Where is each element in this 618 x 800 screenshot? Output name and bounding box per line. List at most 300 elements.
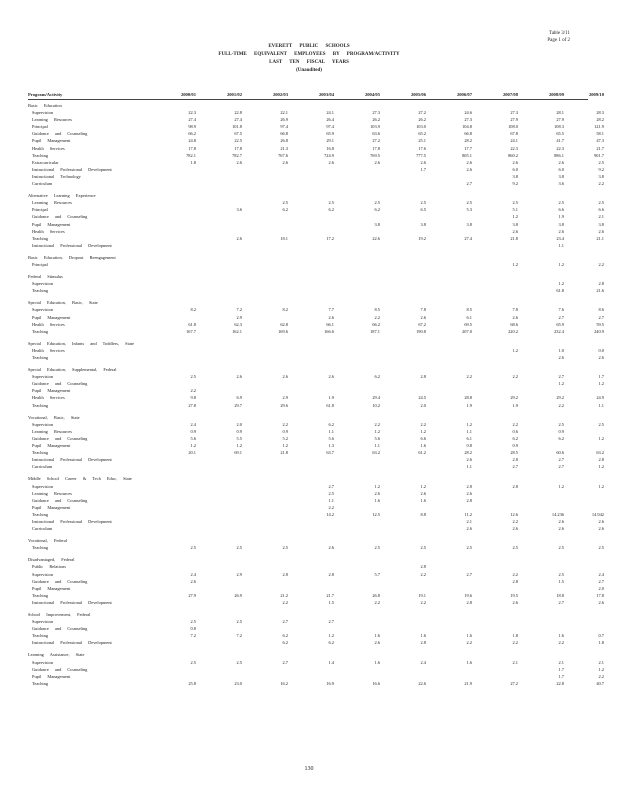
fte-value-cell: 1.2 <box>558 483 564 489</box>
fte-value-cell: 2.1 <box>598 214 604 220</box>
fte-value-cell: 2.5 <box>236 545 242 551</box>
fte-value-cell: 21.3 <box>280 145 288 151</box>
fte-value-cell: 2.8 <box>420 564 426 570</box>
fte-value-cell: 1.9 <box>558 214 564 220</box>
table-row <box>28 235 604 242</box>
fte-value-cell: 1.2 <box>598 464 604 470</box>
fte-value-cell: 2.7 <box>328 619 334 625</box>
activity-label: Pupil Management <box>32 673 71 679</box>
fte-value-cell: 65.9 <box>326 131 334 137</box>
fte-value-cell: 2.5 <box>282 545 288 551</box>
fte-value-cell: 2.2 <box>512 571 518 577</box>
fte-value-cell: 167.7 <box>186 328 196 334</box>
fte-value-cell: 3.8 <box>420 221 426 227</box>
fte-value-cell: 9.8 <box>190 395 196 401</box>
fte-value-cell: 6.2 <box>374 207 380 213</box>
fte-value-cell: 2.8 <box>466 599 472 605</box>
title-audit-status: (Unaudited) <box>296 68 322 73</box>
fte-value-cell: 2.6 <box>466 526 472 532</box>
table-row <box>28 394 604 401</box>
table-row <box>28 483 604 490</box>
fte-value-cell: 66.1 <box>326 321 334 327</box>
fte-value-cell: 2.7 <box>282 619 288 625</box>
fte-value-cell: 2.6 <box>420 159 426 165</box>
fte-value-cell: 1.2 <box>282 443 288 449</box>
fte-value-cell: 2.8 <box>420 640 426 646</box>
fte-value-cell: 1.2 <box>598 381 604 387</box>
fte-value-cell: 0.6 <box>512 428 518 434</box>
fte-value-cell: 6.5 <box>420 207 426 213</box>
fte-value-cell: 2.2 <box>598 181 604 187</box>
fte-value-cell: 2.5 <box>558 545 564 551</box>
fte-value-cell: 12.5 <box>372 511 380 517</box>
section-heading-row <box>28 254 588 261</box>
fte-value-cell: 0.9 <box>282 428 288 434</box>
fte-value-cell: 27.4 <box>464 235 472 241</box>
table-row <box>28 571 604 578</box>
fte-value-cell: 66.8 <box>280 131 288 137</box>
column-header-year: 2004/05 <box>364 92 380 97</box>
fte-value-cell: 22.8 <box>234 110 242 116</box>
fte-value-cell: 2.2 <box>466 640 472 646</box>
fte-value-cell: 1.7 <box>598 374 604 380</box>
fte-value-cell: 24.1 <box>326 110 334 116</box>
fte-value-cell: 27.2 <box>510 680 518 686</box>
fte-value-cell: 1.9 <box>328 395 334 401</box>
fte-value-cell: 2.6 <box>558 355 564 360</box>
fte-value-cell: 901.7 <box>594 152 604 158</box>
fte-value-cell: 2.6 <box>558 228 564 234</box>
fte-value-cell: 3.8 <box>558 221 564 227</box>
activity-label: Learning Resources <box>32 490 72 496</box>
fte-value-cell: 28.5 <box>510 450 518 456</box>
fte-value-cell: 2.1 <box>466 518 472 524</box>
fte-value-cell: 1.1 <box>466 464 472 470</box>
fte-value-cell: 1.1 <box>328 428 334 434</box>
fte-value-cell: 22.1 <box>280 110 288 116</box>
activity-label: Pupil Management <box>32 504 71 510</box>
table-row <box>28 347 604 354</box>
fte-value-cell: 8.8 <box>420 511 426 517</box>
section-heading-row <box>28 340 588 347</box>
fte-value-cell: 24.6 <box>464 110 472 116</box>
table-row <box>28 130 604 137</box>
fte-value-cell: 66.8 <box>464 131 472 137</box>
fte-value-cell: 5.1 <box>512 207 518 213</box>
column-header-year: 2008/09 <box>548 92 564 97</box>
fte-value-cell: 2.5 <box>598 159 604 165</box>
table-row <box>28 228 604 235</box>
fte-value-cell: 5.2 <box>282 435 288 441</box>
fte-value-cell: 2.2 <box>374 599 380 605</box>
activity-label: Guidance and Counseling <box>32 497 88 503</box>
fte-value-cell: 23.4 <box>556 235 564 241</box>
fte-value-cell: 1.2 <box>374 428 380 434</box>
fte-value-cell: 1.8 <box>598 640 604 646</box>
fte-value-cell: 22.3 <box>556 145 564 151</box>
fte-value-cell: 2.4 <box>190 571 196 577</box>
fte-value-cell: 27.9 <box>556 117 564 123</box>
fte-value-cell: 2.5 <box>190 374 196 380</box>
section-heading-row <box>28 102 588 109</box>
fte-value-cell: 1.7 <box>420 166 426 172</box>
fte-value-cell: 61.8 <box>326 402 334 408</box>
fte-value-cell: 1.2 <box>190 443 196 449</box>
table-row <box>28 618 588 625</box>
fte-value-cell: 2.1 <box>512 659 518 665</box>
fte-value-cell: 2.5 <box>374 200 380 206</box>
section-heading-row <box>28 651 588 658</box>
fte-value-cell: 63.2 <box>596 450 604 456</box>
fte-value-cell: 1.9 <box>512 402 518 408</box>
fte-table-body <box>28 102 604 687</box>
fte-value-cell: 26.2 <box>372 117 380 123</box>
fte-value-cell: 2.2 <box>190 388 196 394</box>
table-row <box>28 544 604 551</box>
fte-value-cell: 7.2 <box>236 633 242 639</box>
activity-label: Principal <box>32 124 48 130</box>
fte-value-cell: 17.8 <box>188 145 196 151</box>
table-row <box>28 497 588 504</box>
fte-value-cell: 2.5 <box>420 545 426 551</box>
fte-value-cell: 2.2 <box>420 421 426 427</box>
activity-label: Health Services <box>32 321 65 327</box>
fte-value-cell: 26.9 <box>280 117 288 123</box>
activity-label: Teaching <box>32 235 49 241</box>
table-number: Table 3/11 <box>549 31 570 36</box>
fte-value-cell: 2.2 <box>374 314 380 320</box>
column-header-year: 2003/04 <box>318 92 334 97</box>
fte-value-cell: 26.4 <box>326 117 334 123</box>
fte-value-cell: 1.2 <box>598 666 604 672</box>
fte-value-cell: 6.2 <box>512 435 518 441</box>
activity-label: Instructional Technology <box>32 173 81 179</box>
fte-value-cell: 2.6 <box>598 526 604 532</box>
fte-value-cell: 2.6 <box>466 490 472 496</box>
table-row <box>28 680 604 687</box>
activity-label: Health Services <box>32 228 65 234</box>
fte-value-cell: 3.8 <box>558 173 564 179</box>
fte-value-cell: 59.5 <box>596 321 604 327</box>
fte-value-cell: 1.1 <box>558 242 564 248</box>
fte-value-cell: 1.1 <box>328 497 334 503</box>
fte-value-cell: 2.2 <box>598 261 604 267</box>
fte-value-cell: 2.5 <box>466 545 472 551</box>
fte-value-cell: 1.6 <box>420 633 426 639</box>
table-row <box>28 387 588 394</box>
page-number: 130 <box>304 766 314 772</box>
activity-label: Principal <box>32 207 48 213</box>
activity-label: Pupil Management <box>32 388 71 394</box>
fte-value-cell: 2.6 <box>328 314 334 320</box>
fte-value-cell: 2.6 <box>374 490 380 496</box>
activity-label: Instructional Professional Development <box>32 518 112 524</box>
fte-value-cell: 1.4 <box>328 659 334 665</box>
fte-value-cell: 2.2 <box>374 421 380 427</box>
table-row <box>28 599 604 606</box>
title-subject: FULL-TIME EQUIVALENT EMPLOYEES BY PROGRAM/ACTIVITY <box>218 52 400 57</box>
section-heading-row <box>28 537 588 544</box>
fte-value-cell: 3.8 <box>598 173 604 179</box>
fte-value-cell: 8.5 <box>374 307 380 313</box>
fte-value-cell: 28.2 <box>464 138 472 144</box>
fte-value-cell: 6.1 <box>466 314 472 320</box>
section-heading-row <box>28 611 588 618</box>
fte-value-cell: 108.3 <box>554 124 564 130</box>
fte-value-cell: 2.8 <box>466 483 472 489</box>
table-row <box>28 137 604 144</box>
fte-value-cell: 26.8 <box>280 138 288 144</box>
activity-label: Supervision <box>32 110 53 116</box>
fte-value-cell: 2.6 <box>558 159 564 165</box>
section-heading-row <box>28 192 588 199</box>
fte-value-cell: 9.2 <box>512 181 518 187</box>
fte-value-cell: 2.5 <box>236 659 242 665</box>
table-row <box>28 380 604 387</box>
fte-value-cell: 97.4 <box>280 124 288 130</box>
fte-value-cell: 20.1 <box>188 450 196 456</box>
fte-value-cell: 22.3 <box>510 145 518 151</box>
fte-value-cell: 2.2 <box>598 673 604 679</box>
fte-value-cell: 2.6 <box>466 166 472 172</box>
fte-value-cell: 2.5 <box>512 200 518 206</box>
fte-value-cell: 6.2 <box>558 435 564 441</box>
fte-value-cell: 2.5 <box>282 200 288 206</box>
fte-value-cell: 1.6 <box>374 633 380 639</box>
fte-value-cell: 0.0 <box>598 347 604 353</box>
table-row <box>28 173 604 180</box>
table-row <box>28 287 604 294</box>
activity-label: Supervision <box>32 307 53 313</box>
fte-value-cell: 27.3 <box>510 110 518 116</box>
fte-value-cell: 8.5 <box>466 307 472 313</box>
fte-value-cell: 769.5 <box>370 152 380 158</box>
fte-value-cell: 28.2 <box>596 117 604 123</box>
fte-value-cell: 27.8 <box>188 402 196 408</box>
fte-value-cell: 27.2 <box>418 110 426 116</box>
fte-value-cell: 169.6 <box>278 328 288 334</box>
section-heading: Alternative Learning Experience <box>28 193 96 199</box>
fte-value-cell: 22.6 <box>418 680 426 686</box>
table-row <box>28 354 604 361</box>
fte-value-cell: 2.7 <box>466 571 472 577</box>
fte-value-cell: 207.0 <box>462 328 472 334</box>
fte-value-cell: 65.5 <box>556 131 564 137</box>
fte-value-cell: 24.5 <box>418 395 426 401</box>
fte-value-cell: 2.6 <box>512 314 518 320</box>
fte-value-cell: 65.9 <box>556 321 564 327</box>
fte-value-cell: 3.6 <box>558 181 564 187</box>
fte-value-cell: 190.8 <box>416 328 426 334</box>
fte-value-cell: 17.6 <box>418 145 426 151</box>
fte-value-cell: 0.9 <box>190 428 196 434</box>
fte-value-cell: 27.9 <box>188 592 196 598</box>
activity-label: Supervision <box>32 659 53 665</box>
page-of-pages: Page 1 of 2 <box>547 38 570 43</box>
activity-label: Health Services <box>32 395 65 401</box>
fte-value-cell: 1.2 <box>558 381 564 387</box>
table-row <box>28 632 604 639</box>
fte-value-cell: 1.5 <box>558 578 564 584</box>
activity-label: Supervision <box>32 374 53 380</box>
fte-value-cell: 2.6 <box>598 228 604 234</box>
activity-label: Instructional Professional Development <box>32 457 112 463</box>
header-divider <box>28 99 588 100</box>
fte-value-cell: 69.1 <box>234 450 242 456</box>
fte-value-cell: 2.9 <box>236 314 242 320</box>
table-row <box>28 109 604 116</box>
fte-value-cell: 7.2 <box>236 307 242 313</box>
fte-value-cell: 2.7 <box>558 374 564 380</box>
activity-label: Guidance and Counseling <box>32 626 88 632</box>
fte-value-cell: 8.2 <box>190 307 196 313</box>
section-heading-row <box>28 475 588 482</box>
table-row <box>28 221 604 228</box>
fte-value-cell: 2.5 <box>598 545 604 551</box>
table-row <box>28 199 604 206</box>
fte-value-cell: 1.6 <box>466 633 472 639</box>
fte-value-cell: 21.2 <box>280 592 288 598</box>
fte-value-cell: 6.1 <box>466 435 472 441</box>
fte-value-cell: 2.5 <box>466 200 472 206</box>
fte-value-cell: 2.8 <box>512 578 518 584</box>
fte-value-cell: 2.2 <box>558 640 564 646</box>
table-row <box>28 666 604 673</box>
fte-value-cell: 2.6 <box>512 159 518 165</box>
activity-label: Principal <box>32 261 48 267</box>
activity-label: Curriculum <box>32 526 53 532</box>
column-header-year: 2002/03 <box>272 92 288 97</box>
activity-label: Guidance and Counseling <box>32 666 88 672</box>
fte-value-cell: 25.8 <box>188 680 196 686</box>
fte-value-cell: 27.4 <box>234 117 242 123</box>
table-row <box>28 639 604 646</box>
column-header-year: 2005/06 <box>410 92 426 97</box>
fte-value-cell: 1.6 <box>374 659 380 665</box>
fte-value-cell: 1.2 <box>512 347 518 353</box>
fte-value-cell: 6.2 <box>328 207 334 213</box>
table-row <box>28 456 604 463</box>
fte-value-cell: 16.2 <box>280 680 288 686</box>
fte-value-cell: 29.2 <box>556 395 564 401</box>
fte-value-cell: 2.9 <box>282 395 288 401</box>
activity-label: Teaching <box>32 511 49 517</box>
fte-value-cell: 17.8 <box>234 145 242 151</box>
table-row <box>28 673 604 680</box>
fte-value-cell: 98.9 <box>188 124 196 130</box>
fte-value-cell: 1.9 <box>466 402 472 408</box>
activity-label: Learning Resources <box>32 200 72 206</box>
table-row <box>28 563 588 570</box>
fte-value-cell: 2.2 <box>282 599 288 605</box>
fte-value-cell: 22.8 <box>556 680 564 686</box>
fte-value-cell: 2.6 <box>328 159 334 165</box>
fte-value-cell: 2.6 <box>512 526 518 532</box>
fte-value-cell: 19.6 <box>464 592 472 598</box>
fte-value-cell: 2.8 <box>420 374 426 380</box>
fte-value-cell: 2.5 <box>558 200 564 206</box>
section-heading-row <box>28 556 588 563</box>
fte-value-cell: 63.6 <box>372 131 380 137</box>
table-row <box>28 449 604 456</box>
fte-value-cell: 0.8 <box>466 443 472 449</box>
table-row <box>28 435 604 442</box>
fte-value-cell: 1.2 <box>374 483 380 489</box>
activity-label: Public Relations <box>32 564 66 570</box>
fte-value-cell: 2.6 <box>558 518 564 524</box>
fte-value-cell: 2.5 <box>328 490 334 496</box>
fte-value-cell: 1.8 <box>512 633 518 639</box>
fte-value-cell: 3.8 <box>374 221 380 227</box>
activity-label: Extracurricular <box>32 159 59 165</box>
column-header-year: 2009/10 <box>588 92 604 97</box>
fte-value-cell: 3.8 <box>466 221 472 227</box>
fte-value-cell: 7.7 <box>328 307 334 313</box>
table-row <box>28 402 604 409</box>
fte-value-cell: 2.7 <box>512 464 518 470</box>
table-row <box>28 442 588 449</box>
table-row <box>28 428 588 435</box>
fte-value-cell: 28.2 <box>464 450 472 456</box>
section-heading-row <box>28 414 588 421</box>
fte-value-cell: 1.2 <box>512 214 518 220</box>
fte-value-cell: 2.6 <box>466 159 472 165</box>
fte-value-cell: 886.1 <box>554 152 564 158</box>
fte-value-cell: 5.6 <box>328 435 334 441</box>
table-row <box>28 159 604 166</box>
table-row <box>28 592 604 599</box>
activity-label: Supervision <box>32 281 53 287</box>
title-period: LAST TEN FISCAL YEARS <box>269 60 349 65</box>
table-row <box>28 206 604 213</box>
fte-value-cell: 14.236 <box>551 511 564 517</box>
fte-value-cell: 5.7 <box>374 571 380 577</box>
fte-value-cell: 2.8 <box>598 457 604 463</box>
fte-value-cell: 2.6 <box>374 159 380 165</box>
fte-value-cell: 23.0 <box>234 680 242 686</box>
activity-label: Teaching <box>32 592 49 598</box>
fte-value-cell: 5.5 <box>236 435 242 441</box>
fte-value-cell: 28.3 <box>596 110 604 116</box>
fte-value-cell: 66.2 <box>188 131 196 137</box>
title-organization: EVERETT PUBLIC SCHOOLS <box>268 44 350 49</box>
activity-label: Health Services <box>32 145 65 151</box>
table-row <box>28 180 604 187</box>
table-row <box>28 518 604 525</box>
fte-value-cell: 17.2 <box>326 235 334 241</box>
activity-label: Teaching <box>32 328 49 334</box>
fte-value-cell: 7.2 <box>190 633 196 639</box>
table-row <box>28 145 604 152</box>
column-header-program: Program/Activity <box>28 92 63 97</box>
fte-value-cell: 2.7 <box>558 314 564 320</box>
fte-value-cell: 14.2 <box>326 511 334 517</box>
fte-value-cell: 2.7 <box>282 659 288 665</box>
table-row <box>28 525 604 532</box>
fte-value-cell: 724.9 <box>324 152 334 158</box>
fte-value-cell: 27.9 <box>510 117 518 123</box>
fte-value-cell: 27.2 <box>372 138 380 144</box>
fte-value-cell: 103.9 <box>370 124 380 130</box>
fte-value-cell: 8.2 <box>282 307 288 313</box>
fte-value-cell: 40.7 <box>596 680 604 686</box>
fte-value-cell: 6.2 <box>282 207 288 213</box>
fte-value-cell: 2.2 <box>558 402 564 408</box>
section-heading: Learning Assistance, State <box>28 652 85 658</box>
fte-value-cell: 17.8 <box>596 592 604 598</box>
table-row <box>28 306 604 313</box>
fte-value-cell: 1.6 <box>466 659 472 665</box>
